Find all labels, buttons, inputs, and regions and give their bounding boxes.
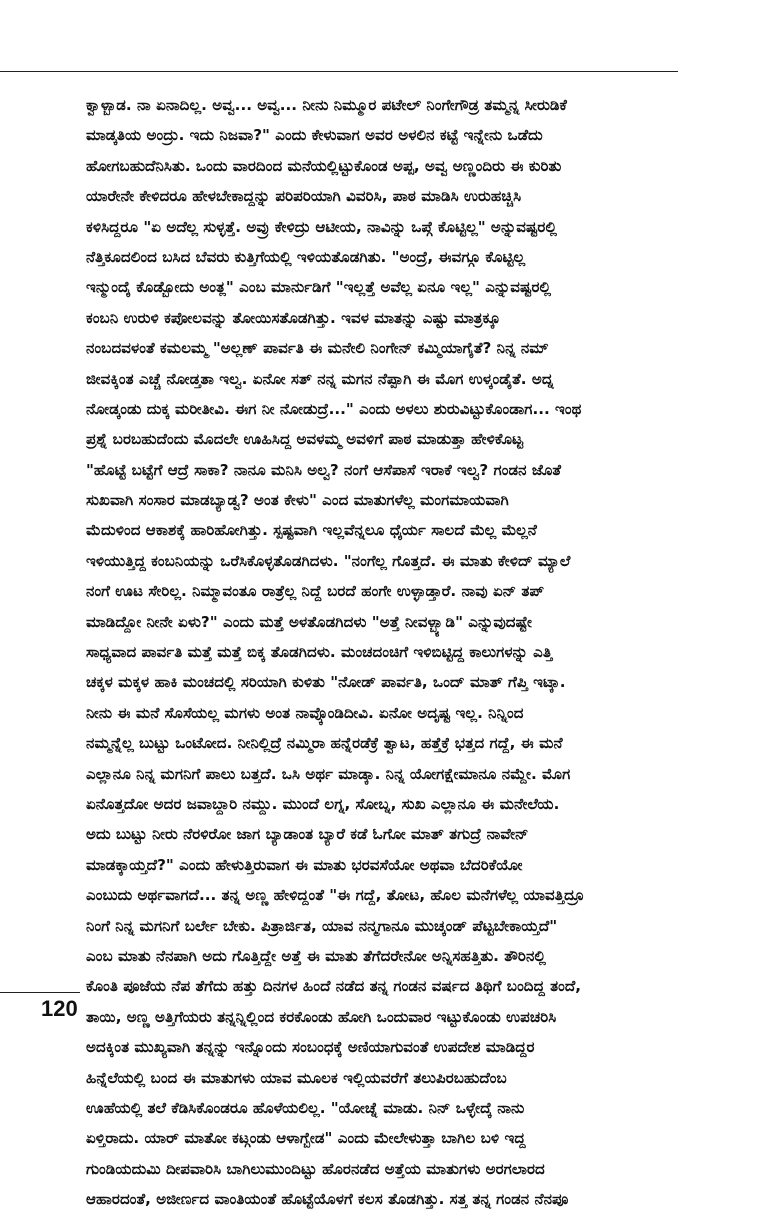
text-line: ಅದಕ್ಕಿಂತ ಮುಖ್ಯವಾಗಿ ತನ್ನನ್ನು ಇನ್ನೊಂದು ಸಂಬಂಧಕ್ಕೆ ಅಣಿಯಾಗುವಂತೆ ಉಪದೇಶ ಮಾಡಿದ್ದರ	[86, 1038, 535, 1057]
text-line: ನಂಬದವಳಂತೆ ಕಮಲಮ್ಮ "ಅಲ್ಲಣ್ ಪಾರ್ವತಿ ಈ ಮನೇಲಿ ನಿಂಗೇನ್ ಕಮ್ಮಿಯಾಗೈತೆ? ನಿನ್ನ ನಮ್	[86, 339, 549, 358]
text-line: ನಮ್ಮನ್ನೆಲ್ಲ ಬುಟ್ಟು ಒಂಟೋದ. ನೀನಿಲ್ಲಿದ್ರೆ ನಮ್ಮಿರಾ ಹನ್ನೆರಡೆಕ್ರೆ ತ್ವಾಟ, ಹತ್ತೆಕ್ರೆ ಭತ್ತದ ಗದ್ದೆ, ಈ ಮನೆ	[86, 734, 563, 753]
text-line: ಎಂಬ ಮಾತು ನೆನಪಾಗಿ ಅದು ಗೊತ್ತಿದ್ದೇ ಅತ್ತೆ ಈ ಮಾತು ತೆಗೆದರೇನೋ ಅನ್ನಿಸಹತ್ತಿತು. ತೌರಿನಲ್ಲಿ	[86, 946, 546, 965]
text-line: ಸಾಧ್ಯವಾದ ಪಾರ್ವತಿ ಮತ್ತೆ ಮತ್ತೆ ಬಿಕ್ಕ ತೊಡಗಿದಳು. ಮಂಚದಂಚಿಗೆ ಇಳಿಬಿಟ್ಟಿದ್ದ ಕಾಲುಗಳನ್ನು ಎತ್ತಿ	[86, 643, 553, 662]
text-line: ನೆತ್ತಿಕೂದಲಿಂದ ಬಸಿದ ಬೆವರು ಕುತ್ತಿಗೆಯಲ್ಲಿ ಇಳಿಯತೊಡಗಿತು. "ಅಂದ್ರೆ, ಈವಗ್ಗೂ ಕೊಟ್ಟಿಲ್ಲ	[86, 247, 526, 266]
text-line: ಎಲ್ಲಾನೂ ನಿನ್ನ ಮಗನಿಗೆ ಪಾಲು ಬತ್ತದೆ. ಒಸಿ ಅರ್ಥ ಮಾಡ್ಕಾ. ನಿನ್ನ ಯೋಗಕ್ಷೇಮಾನೂ ನಮ್ದೇ. ಮೊಗ	[86, 764, 571, 783]
text-line: ಗುಂಡಿಯದುಮಿ ದೀಪವಾರಿಸಿ ಬಾಗಿಲುಮುಂದಿಟ್ಟು ಹೊರನಡೆದ ಅತ್ತೆಯ ಮಾತುಗಳು ಅರಗಲಾರದ	[86, 1159, 545, 1178]
top-rule	[0, 71, 678, 72]
text-line: ನಂಗೆ ಊಟ ಸೇರಿಲ್ಲ. ನಿಮ್ಮಾವಂತೂ ರಾತ್ರೆಲ್ಲ ನಿದ್ದೆ ಬರದೆ ಹಂಗೇ ಉಳ್ಳಾಡ್ತಾರೆ. ನಾವು ಏನ್ ತಪ್	[86, 582, 545, 601]
text-line: ಜೀವಕ್ಕಿಂತ ಎಚ್ಚೆ ನೋಡ್ತತಾ ಇಲ್ವ. ಏನೋ ಸತ್ ನನ್ನ ಮಗನ ನೆಪ್ಪಾಗಿ ಈ ಮೊಗ ಉಳ್ಕಂಡೈತೆ. ಅದ್ನ	[86, 369, 554, 388]
text-line: ಅದು ಬುಟ್ಟು ನೀರು ನೆರಳಿರೋ ಜಾಗ ಬ್ಯಾಡಾಂತ ಬ್ಯಾರೆ ಕಡೆ ಓಗೋ ಮಾತ್ ತಗುದ್ರೆ ನಾವೇನ್	[86, 825, 529, 844]
text-line: ನೋಡ್ಕಂಡು ದುಕ್ಕ ಮರೀತೀವಿ. ಈಗ ನೀ ನೋಡುದ್ರೆ..." ಎಂದು ಅಳಲು ಶುರುವಿಟ್ಟುಕೊಂಡಾಗ... ಇಂಥ	[86, 399, 582, 418]
text-line: ನಿಂಗೆ ನಿನ್ನ ಮಗನಿಗೆ ಬರ್ಲೇ ಬೇಕು. ಪಿತ್ರಾರ್ಜಿತ, ಯಾವ ನನ್ಮಗಾನೂ ಮುಚ್ಕಂಡ್ ಪೆಟ್ಟಬೇಕಾಯ್ತದೆ"	[86, 916, 558, 935]
text-line: ಮಾಡಕ್ಕಾಯ್ತದೆ?" ಎಂದು ಹೇಳುತ್ತಿರುವಾಗ ಈ ಮಾತು ಭರವಸೆಯೋ ಅಥವಾ ಬೆದರಿಕೆಯೋ	[86, 855, 523, 874]
text-line: ಕೊಂತಿ ಪೂಜೆಯ ನೆಪ ತೆಗೆದು ಹತ್ತು ದಿನಗಳ ಹಿಂದೆ ನಡೆದ ತನ್ನ ಗಂಡನ ವರ್ಷದ ತಿಥಿಗೆ ಬಂದಿದ್ದ ತಂದೆ,	[86, 977, 582, 996]
page-number: 120	[41, 996, 78, 1021]
text-line: "ಹೊಟ್ಟೆ ಬಟ್ಟೆಗೆ ಆದ್ರೆ ಸಾಕಾ? ನಾನೂ ಮನಿಸಿ ಅಲ್ವ? ನಂಗೆ ಆಸೆಪಾಸೆ ಇರಾಕೆ ಇಲ್ವ? ಗಂಡನ ಜೊತೆ	[86, 460, 562, 479]
text-line: ಏನೊತ್ತದೋ ಅದರ ಜವಾಬ್ದಾರಿ ನಮ್ದು. ಮುಂದೆ ಲಗ್ನ, ಸೋಬ್ನ, ಸುಖ ಎಲ್ಲಾನೂ ಈ ಮನೇಲೆಯ.	[86, 794, 560, 813]
body-text	[86, 90, 680, 1214]
text-line: ಹಿನ್ನೆಲೆಯಲ್ಲಿ ಬಂದ ಈ ಮಾತುಗಳು ಯಾವ ಮೂಲಕ ಇಲ್ಲಿಯವರೆಗೆ ತಲುಪಿರಬಹುದೆಂಬ	[86, 1068, 507, 1087]
text-line: ಇನ್ಮುಂದೈ ಕೊಡ್ಬೋದು ಅಂತ್ಲ" ಎಂಬ ಮಾರ್ನುಡಿಗೆ "ಇಲ್ಲತ್ತೆ ಅವೆಲ್ಲ ಏನೂ ಇಲ್ಲ" ಎನ್ನುವಷ್ಟರಲ್ಲಿ	[86, 278, 551, 297]
text-line: ಮೆದುಳಿಂದ ಆಕಾಶಕ್ಕೆ ಹಾರಿಹೋಗಿತ್ತು. ಸ್ಪಷ್ಟವಾಗಿ ಇಲ್ಲವೆನ್ನಲೂ ಧೈರ್ಯ ಸಾಲದೆ ಮೆಲ್ಲ ಮೆಲ್ಲನೆ	[86, 521, 537, 540]
text-line: ಕ್ವಾಳ್ಬಾಡ. ನಾ ಏನಾದಿಲ್ಲ. ಅವ್ವ... ಅವ್ವ... ನೀನು ನಿಮ್ಮೂರ ಪಟೇಲ್ ನಿಂಗೇಗೌಡ್ರ ತಮ್ಮನ್ನ ಸೀರುಡಿಕೆ	[86, 96, 567, 114]
text-line: ನೀನು ಈ ಮನೆ ಸೊಸೆಯಲ್ಲ ಮಗಳು ಅಂತ ನಾವ್ಕೊಂಡಿದೀವಿ. ಏನೋ ಅದೃಷ್ಟ ಇಲ್ಲ. ನಿನ್ನಿಂದ	[86, 703, 524, 722]
text-line: ಕಳಿಸಿದ್ದರೂ "ಏ ಅದೆಲ್ಲ ಸುಳ್ಳತ್ತೆ. ಅವ್ರು ಕೇಳಿದ್ರು ಆಟೀಯ, ನಾವಿನ್ನು ಒಪ್ಗೆ ಕೊಟ್ಟಿಲ್ಲ" ಅನ್ನುವಷ್ಟರಲ್ಲಿ	[86, 217, 557, 236]
text-line: ಚಕ್ಕಳ ಮಕ್ಕಳ ಹಾಕಿ ಮಂಚದಲ್ಲಿ ಸರಿಯಾಗಿ ಕುಳಿತು "ನೋಡ್ ಪಾರ್ವತಿ, ಒಂದ್ ಮಾತ್ ಗೆಪ್ತಿ ಇಟ್ಕಾ.	[86, 673, 566, 692]
text-line: ಏಳ್ತಿರಾದು. ಯಾರ್ ಮಾತೋ ಕಟ್ಗಂಡು ಆಳಾಗ್ಬೇಡ" ಎಂದು ಮೇಲೇಳುತ್ತಾ ಬಾಗಿಲ ಬಳಿ ಇದ್ದ	[86, 1129, 526, 1148]
text-line: ಮಾಡ್ಕತಿಯ ಅಂದ್ರು. ಇದು ನಿಜವಾ?" ಎಂದು ಕೇಳುವಾಗ ಅವರ ಅಳಲಿನ ಕಟ್ಟೆ ಇನ್ನೇನು ಒಡೆದು	[86, 126, 543, 145]
text-line: ಪ್ರಶ್ನೆ ಬರಬಹುದೆಂದು ಮೊದಲೇ ಊಹಿಸಿದ್ದ ಅವಳಮ್ಮ ಅವಳಿಗೆ ಪಾಠ ಮಾಡುತ್ತಾ ಹೇಳಿಕೊಟ್ಟ	[86, 430, 524, 449]
text-line: ಕಂಬನಿ ಉರುಳಿ ಕಪೋಲವನ್ನು ತೋಯಿಸತೊಡಗಿತ್ತು. ಇವಳ ಮಾತನ್ನು ಎಷ್ಟು ಮಾತ್ರಕ್ಕೂ	[86, 308, 501, 327]
text-line: ಇಳಿಯುತ್ತಿದ್ದ ಕಂಬನಿಯನ್ನು ಒರೆಸಿಕೊಳ್ಳತೊಡಗಿದಳು. "ನಂಗೆಲ್ಲ ಗೊತ್ತದೆ. ಈ ಮಾತು ಕೇಳಿದ್ ಮ್ಯಾಲೆ	[86, 551, 571, 570]
text-line: ಯಾರೇನೇ ಕೇಳಿದರೂ ಹೇಳಬೇಕಾದ್ದನ್ನು ಪರಿಪರಿಯಾಗಿ ವಿವರಿಸಿ, ಪಾಠ ಮಾಡಿಸಿ ಉರುಹಚ್ಚಿಸಿ	[86, 187, 522, 206]
text-line: ತಾಯಿ, ಅಣ್ಣ ಅತ್ತಿಗೆಯರು ತನ್ನನ್ನಿಲ್ಲಿಂದ ಕರಕೊಂಡು ಹೋಗಿ ಒಂದುವಾರ ಇಟ್ಟುಕೊಂಡು ಉಪಚರಿಸಿ	[86, 1007, 557, 1026]
text-line: ಹೋಗಬಹುದೆನಿಸಿತು. ಒಂದು ವಾರದಿಂದ ಮನೆಯಲ್ಲಿಟ್ಟುಕೊಂಡ ಅಪ್ಪ, ಅವ್ವ ಅಣ್ಣಂದಿರು ಈ ಕುರಿತು	[86, 156, 562, 175]
text-line: ಎಂಬುದು ಅರ್ಥವಾಗದೆ... ತನ್ನ ಅಣ್ಣ ಹೇಳಿದ್ದಂತೆ "ಈ ಗದ್ದೆ, ತೋಟ, ಹೊಲ ಮನೆಗಳೆಲ್ಲ ಯಾವತ್ತಿದ್ರೂ	[86, 886, 585, 905]
text-line: ಸುಖವಾಗಿ ಸಂಸಾರ ಮಾಡಬ್ಯಾಡ್ವ? ಅಂತ ಕೇಳು" ಎಂದ ಮಾತುಗಳೆಲ್ಲ ಮಂಗಮಾಯವಾಗಿ	[86, 491, 509, 510]
text-line: ಆಹಾರದಂತೆ, ಅಜೀರ್ಣದ ವಾಂತಿಯಂತೆ ಹೊಟ್ಟೆಯೊಳಗೆ ಕಲಸ ತೊಡಗಿತ್ತು. ಸತ್ತ ತನ್ನ ಗಂಡನ ನೆನಪೂ	[86, 1190, 569, 1209]
bottom-rule	[0, 992, 80, 993]
text-line: ಊಹೆಯಲ್ಲಿ ತಲೆ ಕೆಡಿಸಿಕೊಂಡರೂ ಹೊಳೆಯಲಿಲ್ಲ. "ಯೋಚ್ನೆ ಮಾಡು. ನಿನ್ ಒಳ್ಳೇದ್ಕೆ ನಾನು	[86, 1098, 525, 1117]
text-line: ಮಾಡಿದ್ದೋ ನೀನೇ ಏಳು?" ಎಂದು ಮತ್ತೆ ಅಳತೊಡಗಿದಳು "ಅತ್ತೆ ನೀವಳ್ಬ್ಯಾಡಿ" ಎನ್ನುವುದಷ್ಟೇ	[86, 612, 532, 631]
